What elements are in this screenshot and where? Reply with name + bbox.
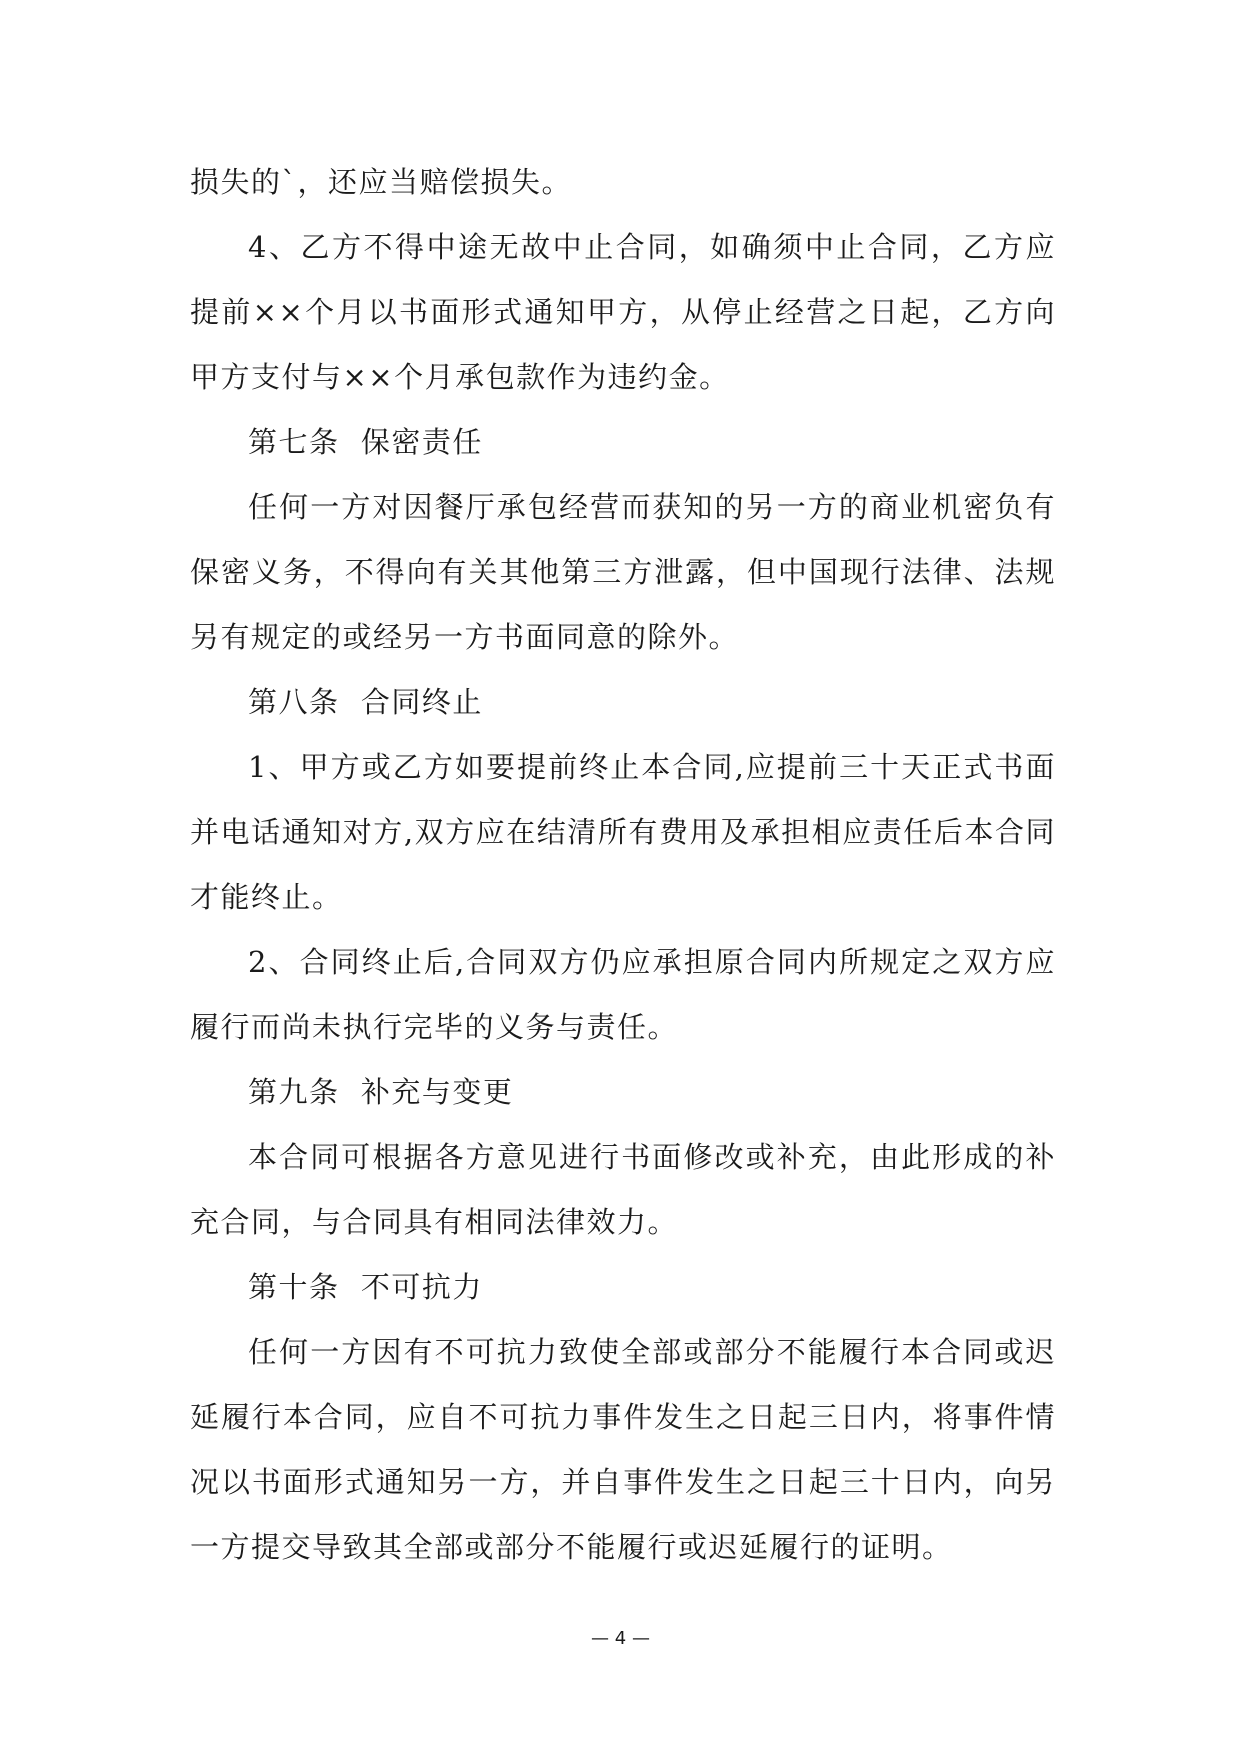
heading-article-7: 第七条 保密责任 bbox=[248, 425, 483, 459]
heading-article-9: 第九条 补充与变更 bbox=[248, 1075, 514, 1109]
paragraph-early-termination-penalty: 4、乙方不得中途无故中止合同，如确须中止合同，乙方应提前××个月以书面形式通知甲方，从停止经营之日起，乙方向甲方支付与××个月承包款作为违约金。 bbox=[190, 230, 1056, 394]
paragraph-termination-notice: 1、甲方或乙方如要提前终止本合同,应提前三十天正式书面并电话通知对方,双方应在结清所有费用及承担相应责任后本合同才能终止。 bbox=[190, 750, 1056, 914]
paragraph-amendment: 本合同可根据各方意见进行书面修改或补充，由此形成的补充合同，与合同具有相同法律效力。 bbox=[190, 1140, 1056, 1239]
paragraph-post-termination-obligations: 2、合同终止后,合同双方仍应承担原合同内所规定之双方应履行而尚未执行完毕的义务与责任。 bbox=[190, 945, 1056, 1044]
heading-article-8: 第八条 合同终止 bbox=[248, 685, 483, 719]
document-body bbox=[190, 150, 1056, 1580]
heading-article-10: 第十条 不可抗力 bbox=[248, 1270, 483, 1304]
paragraph-loss-compensation: 损失的`，还应当赔偿损失。 bbox=[190, 165, 573, 199]
page-number: — 4 — bbox=[591, 1628, 650, 1649]
paragraph-confidentiality: 任何一方对因餐厅承包经营而获知的另一方的商业机密负有保密义务，不得向有关其他第三方泄露，但中国现行法律、法规另有规定的或经另一方书面同意的除外。 bbox=[190, 490, 1056, 654]
paragraph-force-majeure: 任何一方因有不可抗力致使全部或部分不能履行本合同或迟延履行本合同，应自不可抗力事件发生之日起三日内，将事件情况以书面形式通知另一方，并自事件发生之日起三十日内，向另一方提交导致其全部或部分不能履行或迟延履行的证明。 bbox=[190, 1335, 1056, 1564]
